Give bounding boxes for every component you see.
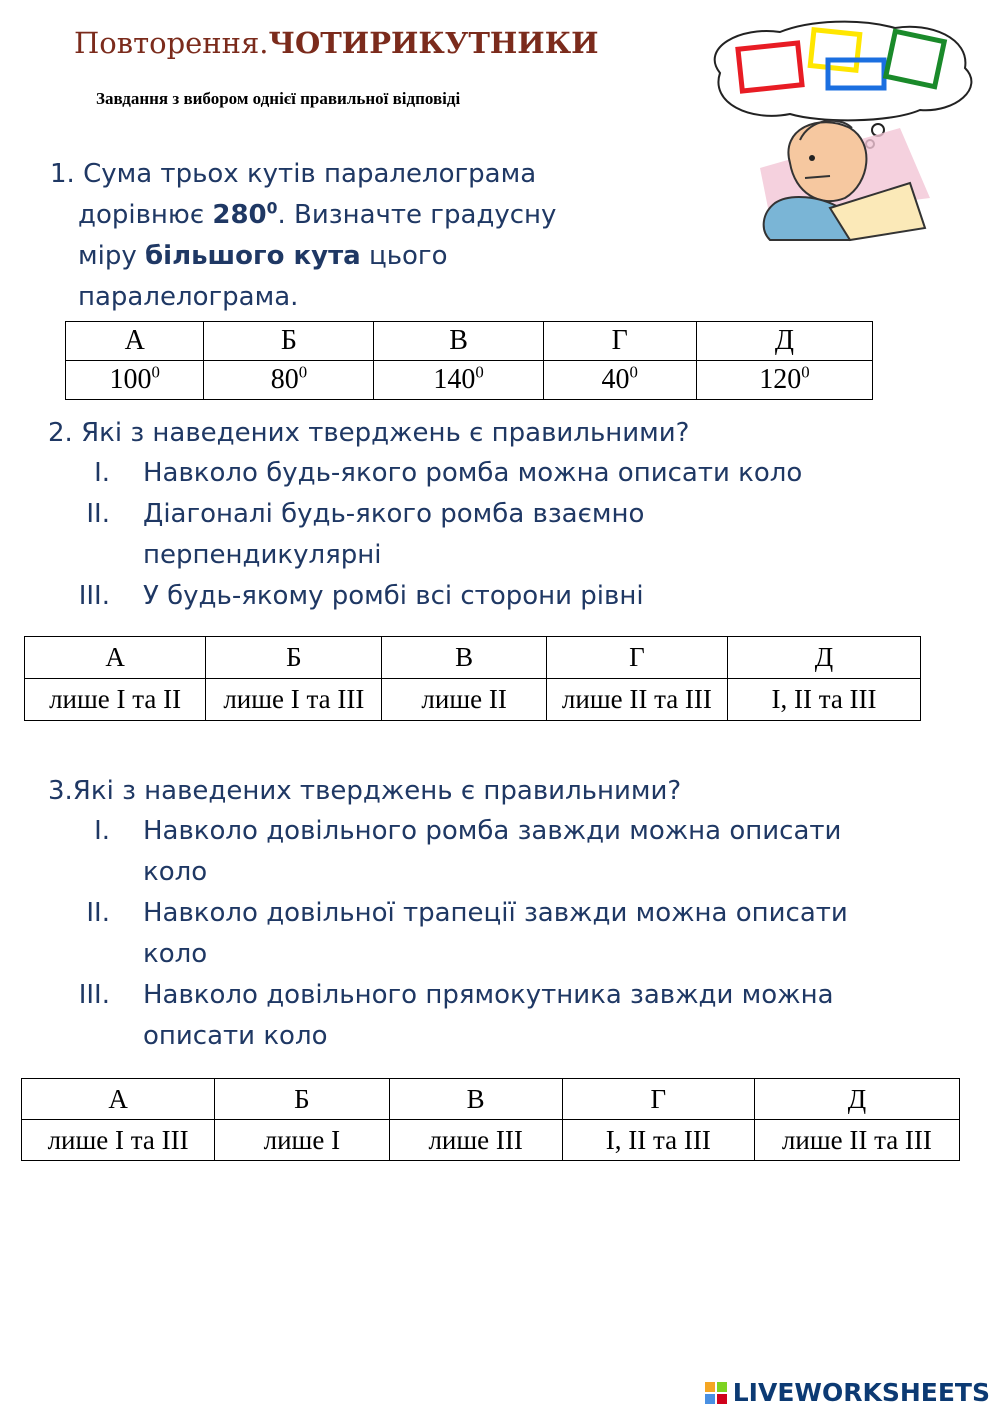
option-letter: Б — [206, 637, 382, 679]
q3-values-row — [22, 1120, 960, 1161]
statement-line — [0, 535, 1000, 576]
option-value[interactable] — [382, 679, 546, 721]
footer-brand — [705, 1378, 990, 1407]
liveworksheets-logo-icon — [705, 1382, 727, 1404]
q2-letters-row — [25, 637, 921, 679]
statement-text: Навколо довільного прямокутника завжди можна — [143, 980, 834, 1010]
option-value[interactable] — [374, 361, 543, 400]
option-value-text: I, II та III — [605, 1124, 711, 1155]
q3-statements — [0, 811, 1000, 1057]
option-value-text: лише II — [421, 684, 507, 714]
q3-answer-table — [21, 1078, 960, 1161]
option-letter: В — [389, 1079, 562, 1120]
statement-text: Навколо будь-якого ромба можна описати коло — [143, 458, 803, 488]
option-value[interactable] — [25, 679, 206, 721]
statement-numeral: II. — [86, 499, 110, 529]
option-value[interactable] — [546, 679, 727, 721]
statement-line — [0, 1016, 1000, 1057]
option-value[interactable] — [206, 679, 382, 721]
statement-line — [0, 494, 1000, 535]
title-topic: ЧОТИРИКУТНИКИ — [268, 26, 599, 60]
q2-question: 2. Які з наведених тверджень є правильними? — [48, 418, 690, 448]
option-value[interactable] — [66, 361, 204, 400]
statement-text: У будь-якому ромбі всі сторони рівні — [143, 581, 644, 611]
statement-text: описати коло — [143, 1021, 328, 1051]
statement-text: перпендикулярні — [143, 540, 382, 570]
q3-question: 3.Які з наведених тверджень є правильними? — [48, 776, 682, 806]
option-value-text: лише II та III — [781, 1124, 932, 1155]
statement-line — [0, 852, 1000, 893]
degree-sign: 0 — [629, 362, 638, 382]
statement-text: Навколо довільного ромба завжди можна описати — [143, 816, 842, 846]
q2-values-row — [25, 679, 921, 721]
q1-angle-sum: 280 — [212, 200, 267, 230]
option-letter: Д — [728, 637, 921, 679]
option-value-text: I, II та III — [771, 684, 877, 714]
statement-numeral: I. — [94, 458, 110, 488]
statement-text: коло — [143, 857, 208, 887]
q3-letters-row — [22, 1079, 960, 1120]
option-letter: А — [25, 637, 206, 679]
degree-sign: 0 — [151, 362, 160, 382]
q1-line2-post: . Визначте градусну — [277, 200, 557, 230]
q1-values-row — [66, 361, 873, 400]
statement-text: Навколо довільної трапеції завжди можна описати — [143, 898, 848, 928]
q1-line3-post: цього — [360, 241, 448, 271]
q1-number: 1. — [50, 159, 75, 189]
option-value[interactable] — [22, 1120, 215, 1161]
option-letter: Д — [754, 1079, 959, 1120]
option-value[interactable] — [204, 361, 374, 400]
option-value-text: лише I та III — [223, 684, 365, 714]
option-letter: А — [22, 1079, 215, 1120]
option-value-text: лише II та III — [561, 684, 712, 714]
q1-answer-table — [65, 321, 873, 400]
statement-text: Діагоналі будь-якого ромба взаємно — [143, 499, 645, 529]
thinking-person-icon — [700, 18, 990, 248]
statement-line — [0, 453, 1000, 494]
option-value-text: лише I — [263, 1124, 341, 1155]
option-value-text: 100 — [109, 364, 152, 395]
option-letter: Д — [696, 322, 872, 361]
degree-sign: 0 — [298, 362, 308, 382]
option-letter: Г — [546, 637, 727, 679]
option-letter: В — [382, 637, 546, 679]
q1-text — [50, 154, 556, 318]
footer-brand-text: LIVEWORKSHEETS — [732, 1378, 990, 1407]
degree-sign: 0 — [801, 362, 810, 382]
option-value[interactable] — [728, 679, 921, 721]
q1-letters-row — [66, 322, 873, 361]
statement-line — [0, 576, 1000, 617]
option-letter: Г — [543, 322, 696, 361]
q1-degree: 0 — [266, 199, 278, 218]
option-value-text: лише I та III — [47, 1124, 189, 1155]
option-value-text: лише III — [428, 1124, 523, 1155]
option-value-text: лише I та II — [49, 684, 182, 714]
option-value[interactable] — [754, 1120, 959, 1161]
degree-sign: 0 — [475, 362, 484, 382]
option-letter: Г — [562, 1079, 754, 1120]
statement-numeral: I. — [94, 816, 110, 846]
q1-line4: паралелограма. — [78, 282, 299, 312]
option-value[interactable] — [696, 361, 872, 400]
option-value-text: 140 — [433, 364, 476, 395]
option-letter: Б — [215, 1079, 389, 1120]
statement-numeral: III. — [78, 581, 110, 611]
option-value-text: 40 — [601, 364, 630, 395]
q2-statements — [0, 453, 1000, 617]
q1-emphasis: більшого кута — [145, 241, 361, 271]
title-prefix: Повторення. — [74, 26, 269, 60]
q2-answer-table — [24, 636, 921, 721]
statement-line — [0, 975, 1000, 1016]
option-letter: А — [66, 322, 204, 361]
option-letter: В — [374, 322, 543, 361]
statement-numeral: II. — [86, 898, 110, 928]
option-value[interactable] — [215, 1120, 389, 1161]
q1-line3-pre: міру — [78, 241, 145, 271]
page-title — [74, 26, 599, 60]
q1-line1: Сума трьох кутів паралелограма — [83, 159, 537, 189]
statement-line — [0, 934, 1000, 975]
page-subtitle: Завдання з вибором однієї правильної відповіді — [96, 89, 461, 108]
statement-text: коло — [143, 939, 208, 969]
option-value-text: 120 — [759, 364, 802, 395]
option-value-text: 80 — [270, 364, 299, 395]
option-letter: Б — [204, 322, 374, 361]
statement-line — [0, 811, 1000, 852]
statement-numeral: III. — [78, 980, 110, 1010]
option-value[interactable] — [543, 361, 696, 400]
statement-line — [0, 893, 1000, 934]
option-value[interactable] — [562, 1120, 754, 1161]
option-value[interactable] — [389, 1120, 562, 1161]
q1-line2-pre: дорівнює — [78, 200, 213, 230]
